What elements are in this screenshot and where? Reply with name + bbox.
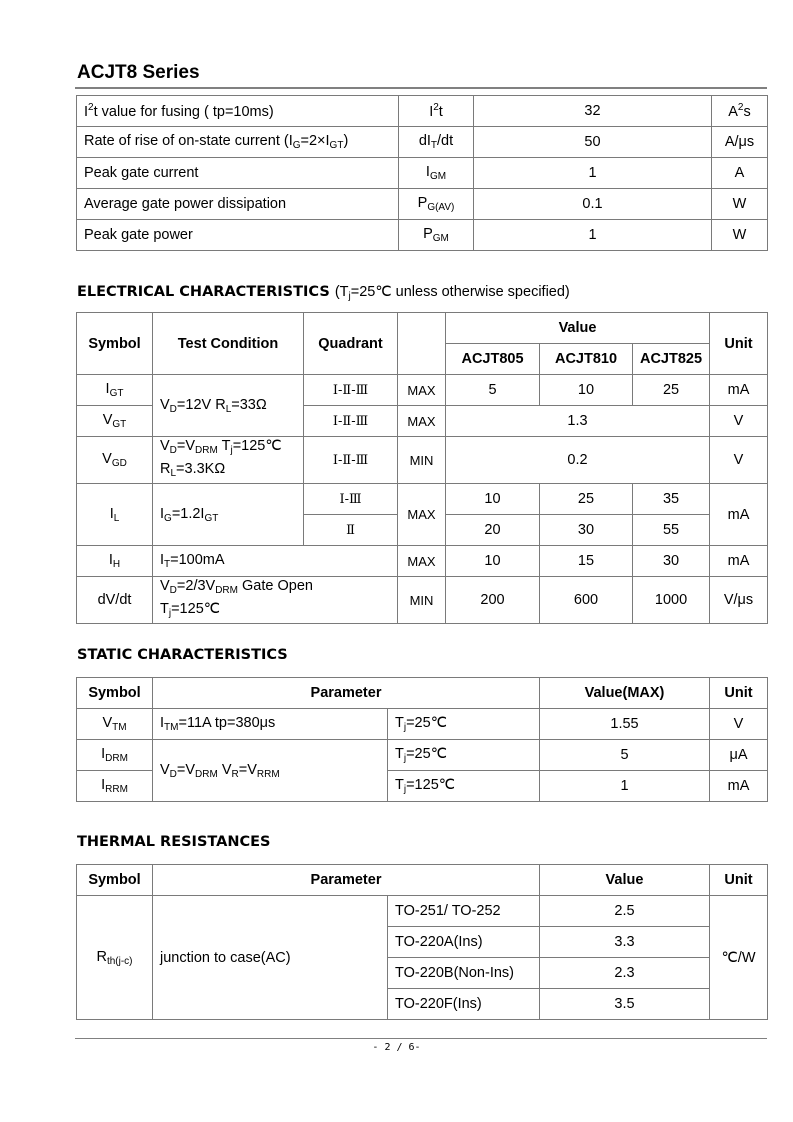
parameter-header: Parameter [153,865,540,896]
unit-cell: V [710,709,768,740]
limit-header [398,313,446,375]
symbol-cell: $I_L$ [77,484,153,546]
value-cell: 600 [540,577,633,624]
symbol-cell: $I_{DRM}$ [77,740,153,771]
electrical-table [76,312,768,624]
value-cell: 1.55 [540,709,710,740]
symbol-cell: dV/dt [77,577,153,624]
symbol-cell: $I_{GM}$ [399,158,474,189]
package-cell: TO-251/ TO-252 [388,896,540,927]
value-header: Value [446,313,710,344]
unit-cell: ℃/W [710,896,768,1020]
symbol-cell: $I_H$ [77,546,153,577]
page-title: ACJT8 Series [77,62,200,83]
static-table [76,677,768,802]
symbol-cell: $V_{GT}$ [77,406,153,437]
condition-cell: $T_j=25℃$ [388,740,540,771]
quadrant-cell: Ⅰ-Ⅱ-Ⅲ [304,437,398,484]
condition-cell: $I_T=100mA$ [153,546,398,577]
param-cell: junction to case(AC) [153,896,388,1020]
symbol-header: Symbol [77,313,153,375]
table-row [77,740,768,771]
param-cell: Peak gate power [77,220,399,251]
header-row [77,865,768,896]
table-row [77,375,768,406]
table-row [77,96,768,127]
page-number: - 2 / 6- [372,1042,421,1053]
table-row [77,546,768,577]
value-cell: 5 [446,375,540,406]
symbol-header: Symbol [77,865,153,896]
value-cell: 1000 [633,577,710,624]
condition-cell: $V_D=2/3V_{DRM}$ Gate Open $T_j=125℃$ [153,577,398,624]
ratings-table [76,95,768,251]
unit-cell: A [712,158,768,189]
title-divider [75,87,767,89]
value-cell: 1.3 [446,406,710,437]
param-cell: Rate of rise of on-state current $(I_G=2\times I_{GT})$ [77,127,399,158]
symbol-cell: $I_{GT}$ [77,375,153,406]
value-cell: 32 [474,96,712,127]
thermal-table [76,864,768,1020]
quadrant-cell: Ⅱ [304,515,398,546]
value-cell: 50 [474,127,712,158]
thermal-heading: THERMAL RESISTANCES [77,834,271,850]
value-header: Value [540,865,710,896]
parameter-header: Parameter [153,678,540,709]
unit-cell: $A^2s$ [712,96,768,127]
value-cell: 25 [540,484,633,515]
unit-cell: mA [710,771,768,802]
limit-cell: MAX [398,546,446,577]
symbol-cell: $P_{G(AV)}$ [399,189,474,220]
static-heading: STATIC CHARACTERISTICS [77,647,288,663]
value-cell: 10 [446,546,540,577]
value-cell: 30 [540,515,633,546]
table-row [77,484,768,515]
package-cell: TO-220A(Ins) [388,927,540,958]
quadrant-cell: Ⅰ-Ⅲ [304,484,398,515]
value-cell: 3.5 [540,989,710,1020]
param-cell: Average gate power dissipation [77,189,399,220]
unit-cell: mA [710,375,768,406]
table-row [77,220,768,251]
footer-divider [75,1038,767,1039]
model-header: ACJT825 [633,344,710,375]
value-cell: 55 [633,515,710,546]
value-cell: 1 [540,771,710,802]
unit-cell: μA [710,740,768,771]
header-row [77,313,768,344]
condition-cell: $T_j=25℃$ [388,709,540,740]
value-cell: 0.1 [474,189,712,220]
unit-cell: V [710,437,768,484]
value-cell: 0.2 [446,437,710,484]
symbol-cell: $P_{GM}$ [399,220,474,251]
limit-cell: MAX [398,484,446,546]
model-header: ACJT810 [540,344,633,375]
quadrant-header: Quadrant [304,313,398,375]
table-row [77,437,768,484]
value-cell: 15 [540,546,633,577]
conditions-note: ($T_j=25℃$ unless otherwise specified) [334,284,570,302]
symbol-cell: $R_{th(j-c)}$ [77,896,153,1020]
quadrant-cell: Ⅰ-Ⅱ-Ⅲ [304,406,398,437]
unit-cell: mA [710,546,768,577]
limit-cell: MAX [398,375,446,406]
value-cell: 3.3 [540,927,710,958]
value-cell: 200 [446,577,540,624]
param-cell: Peak gate current [77,158,399,189]
table-row [77,189,768,220]
value-cell: 30 [633,546,710,577]
limit-cell: MAX [398,406,446,437]
limit-cell: MIN [398,437,446,484]
symbol-cell: $dI_T/dt$ [399,127,474,158]
symbol-cell: $V_{GD}$ [77,437,153,484]
limit-cell: MIN [398,577,446,624]
condition-cell: $V_D=V_{DRM}$ $T_j=125℃$ $R_L=3.3K\Omega$ [153,437,304,484]
quadrant-cell: Ⅰ-Ⅱ-Ⅲ [304,375,398,406]
table-row [77,127,768,158]
unit-cell: A/μs [712,127,768,158]
unit-cell: V [710,406,768,437]
value-cell: 2.5 [540,896,710,927]
param-cell: $I^2t$ value for fusing ( tp=10ms) [77,96,399,127]
table-row [77,709,768,740]
value-cell: 25 [633,375,710,406]
condition-cell: $T_j=125℃$ [388,771,540,802]
param-cell: $V_D=V_{DRM}$ $V_R=V_{RRM}$ [153,740,388,802]
param-cell: $I_{TM}=11A$ tp=380μs [153,709,388,740]
model-header: ACJT805 [446,344,540,375]
table-row [77,158,768,189]
value-cell: 1 [474,158,712,189]
symbol-cell: $V_{TM}$ [77,709,153,740]
value-cell: 1 [474,220,712,251]
table-row [77,896,768,927]
symbol-cell: $I_{RRM}$ [77,771,153,802]
condition-cell: $V_D=12V$ $R_L=33\Omega$ [153,375,304,437]
symbol-header: Symbol [77,678,153,709]
value-header: Value(MAX) [540,678,710,709]
package-cell: TO-220F(Ins) [388,989,540,1020]
value-cell: 5 [540,740,710,771]
unit-header: Unit [710,313,768,375]
value-cell: 2.3 [540,958,710,989]
unit-header: Unit [710,678,768,709]
value-cell: 10 [446,484,540,515]
value-cell: 35 [633,484,710,515]
package-cell: TO-220B(Non-Ins) [388,958,540,989]
value-cell: 20 [446,515,540,546]
unit-cell: mA [710,484,768,546]
unit-cell: V/μs [710,577,768,624]
electrical-heading: ELECTRICAL CHARACTERISTICS ($T_j=25℃$ unless otherwise specified) [77,284,570,302]
table-row [77,577,768,624]
unit-header: Unit [710,865,768,896]
unit-cell: W [712,189,768,220]
header-row [77,678,768,709]
test-condition-header: Test Condition [153,313,304,375]
unit-cell: W [712,220,768,251]
symbol-cell: $I^2t$ [399,96,474,127]
condition-cell: $I_G=1.2I_{GT}$ [153,484,304,546]
value-cell: 10 [540,375,633,406]
